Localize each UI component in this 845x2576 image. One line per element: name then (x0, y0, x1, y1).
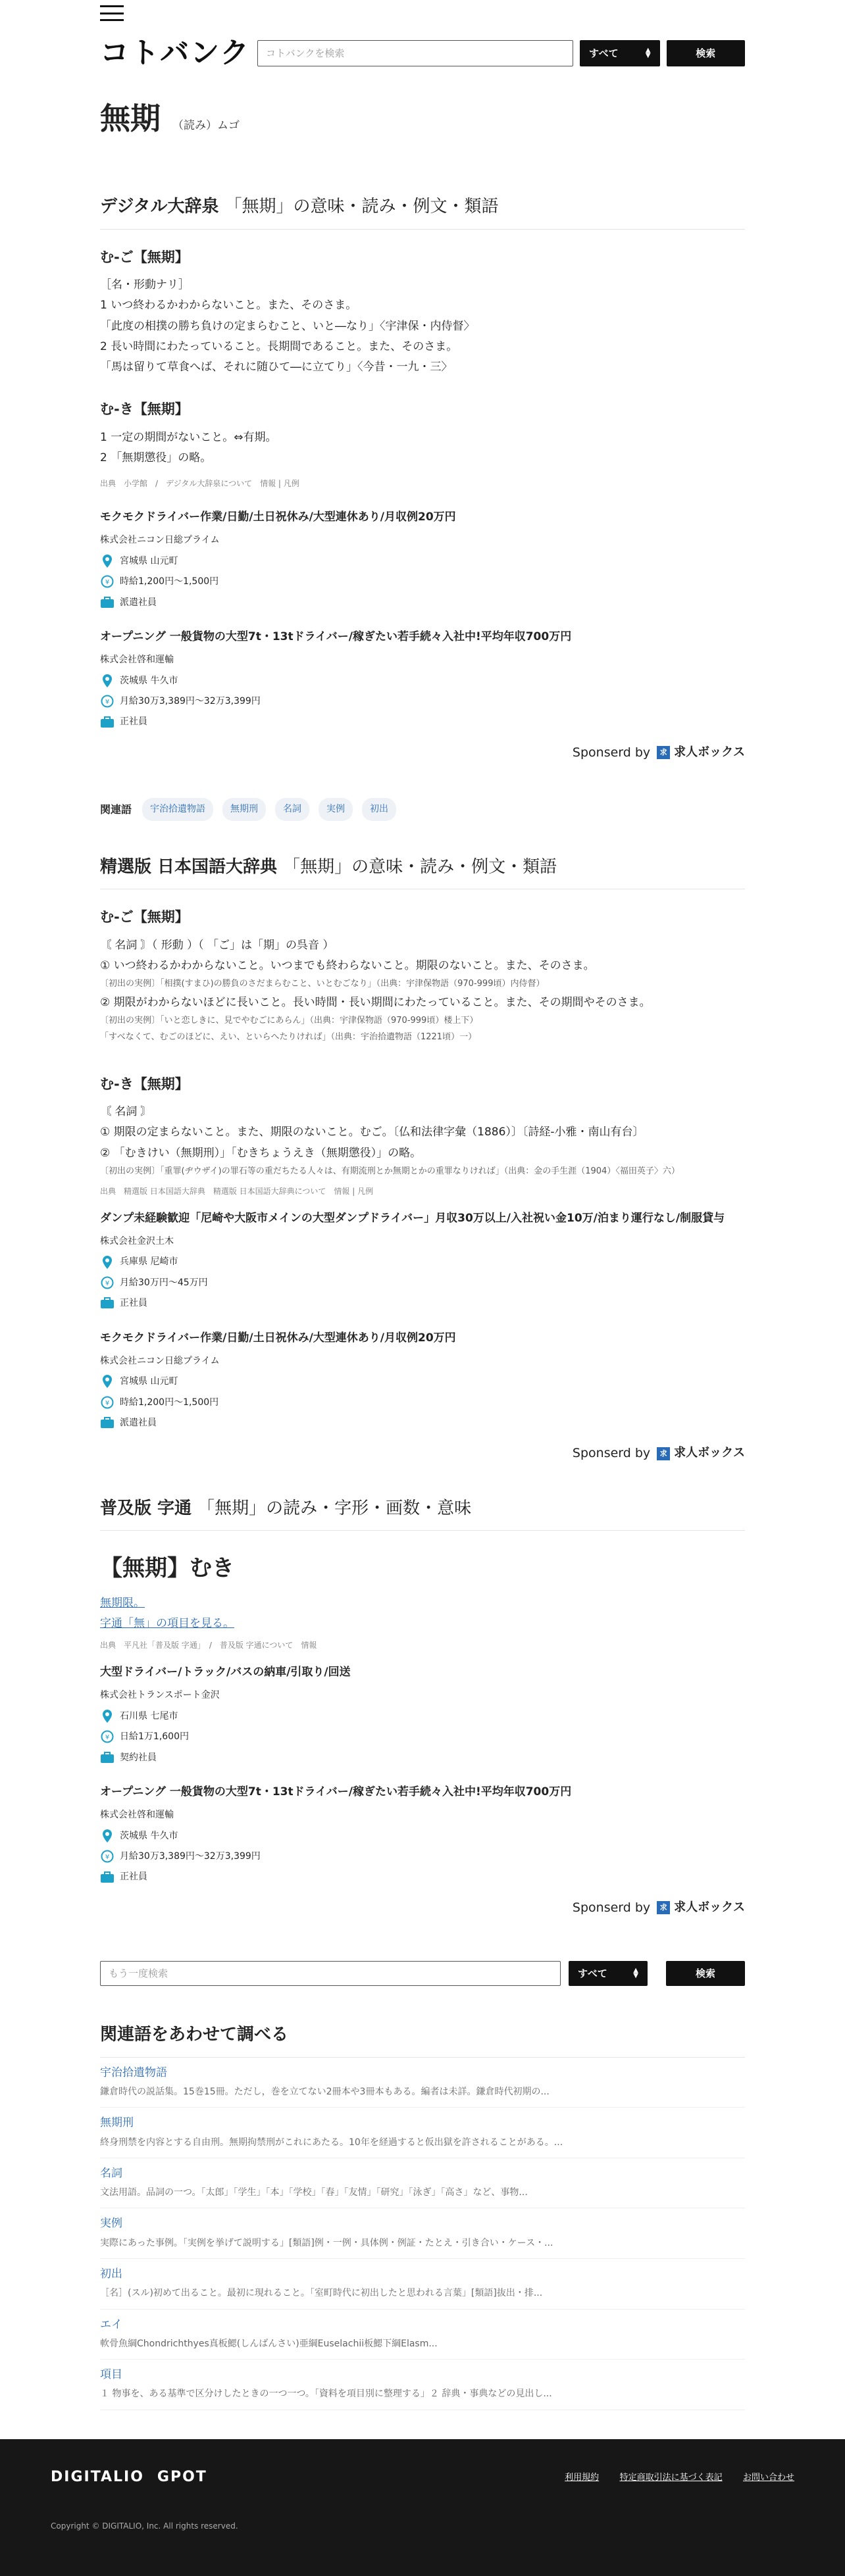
job-title[interactable]: オープニング 一般貨物の大型7t・13tドライバー/稼ぎたい若手続々入社中!平均年収700万円 (100, 1785, 572, 1799)
related-item-desc: ［名］(スル)初めて出ること。最初に現れること。「室町時代に初出したと思われる言葉」[類語]抜出・排... (100, 2288, 543, 2299)
def-line: ① 期限の定まらないこと。また、期限のないこと。むご。〔仏和法律字彙（1886）〕〔詩経‐小雅・南山有台〕 (100, 1126, 644, 1139)
job-place: 茨城県 牛久市 (120, 675, 178, 686)
related-item-desc: １ 物事を、ある基準で区分けしたときの一つ一つ。「資料を項目別に整理する」２ 辞典・事典などの見出し... (100, 2389, 552, 2400)
job-company: 株式会社ニコン日総プライム (100, 1355, 220, 1366)
svg-text:¥: ¥ (105, 1854, 110, 1862)
related-item-title[interactable]: 無期刑 (100, 2116, 134, 2130)
sponsor-brand: 求人ボックス (674, 1900, 745, 1914)
related-item-desc: 終身刑禁を内容とする自由刑。無期拘禁刑がこれにあたる。10年を経過すると仮出獄を許されることがある。... (100, 2137, 563, 2148)
yen-icon (100, 1395, 115, 1410)
def-example: 「すべなくて、むごのほどに、えい、といらへたりければ」（出典：宇治拾遺物語（1221頃）一） (100, 1031, 477, 1042)
job-place: 茨城県 牛久市 (120, 1830, 178, 1841)
job-pay: 日給1万1,600円 (120, 1731, 189, 1743)
def-link[interactable]: 無期限。 (100, 1596, 145, 1610)
word-heading: む‐き【無期】 (100, 401, 189, 418)
job-listing[interactable] (100, 1329, 745, 1431)
site-logo[interactable]: コトバンク (100, 36, 251, 70)
sponsor-label: Sponserd by (572, 745, 651, 760)
job-title[interactable]: モクモクドライバー作業/日勤/土日祝休み/大型連休あり/月収例20万円 (100, 510, 456, 524)
category-select-label: すべて (588, 47, 619, 60)
job-place: 宮城県 山元町 (120, 1376, 178, 1387)
dict-name: 精選版 日本国語大辞典 (100, 856, 278, 877)
job-type: 正社員 (120, 1298, 147, 1309)
svg-text:¥: ¥ (105, 699, 110, 706)
footer-logo-digitalio: DIGITALIO (51, 2468, 144, 2485)
briefcase-icon (100, 1870, 115, 1885)
def-line: 〘 名詞 〙 (100, 1105, 152, 1119)
related-item[interactable] (100, 2310, 745, 2360)
related-chip[interactable]: 名詞 (275, 798, 309, 820)
svg-text:¥: ¥ (105, 1279, 110, 1287)
svg-text:¥: ¥ (105, 1399, 110, 1407)
related-item-desc: 実際にあった事例。「実例を挙げて説明する」[類語]例・一例・具体例・例証・たとえ・引き合い・ケース・... (100, 2237, 553, 2248)
select-arrows-icon: ▲ ▼ (645, 47, 651, 60)
related-item-title[interactable]: 初出 (100, 2267, 122, 2281)
source-line: 出典 小学館 / デジタル大辞泉について 情報 | 凡例 (100, 479, 299, 489)
def-line: ［名・形動ナリ］ (100, 278, 190, 292)
def-line: 〘 名詞 〙（ 形動 ）（ 「ご」は「期」の呉音 ） (100, 938, 334, 952)
definition-block (100, 276, 745, 376)
menu-icon[interactable] (100, 5, 124, 21)
briefcase-icon (100, 715, 115, 730)
footer-link-terms[interactable]: 利用規約 (565, 2472, 600, 2483)
page-title: 無期 (100, 101, 161, 137)
source-line: 出典 精選版 日本国語大辞典 精選版 日本国語大辞典について 情報 | 凡例 (100, 1186, 374, 1196)
related-chip[interactable]: 無期刑 (222, 798, 266, 820)
related-heading: 関連語をあわせて調べる (100, 2021, 745, 2058)
page-reading: （読み）ムゴ (172, 119, 240, 133)
def-line: 「此度の相撲の勝ち負けの定まらむこと、いと―なり」〈宇津保・内侍督〉 (100, 319, 475, 333)
category-select[interactable] (580, 40, 660, 66)
yen-icon (100, 574, 115, 589)
related-item-desc: 文法用語。品詞の一つ。「太郎」「学生」「本」「学校」「春」「友情」「研究」「泳ぎ」「高さ」など、事物... (100, 2187, 528, 2198)
job-type: 正社員 (120, 716, 147, 728)
related-item[interactable] (100, 2058, 745, 2108)
job-listing[interactable] (100, 628, 745, 730)
related-item-title[interactable]: エイ (100, 2317, 122, 2331)
dict-sub: 「無期」の読み・字形・画数・意味 (197, 1498, 472, 1518)
dict-heading-jitsu (100, 1495, 745, 1531)
def-line: 1 一定の期間がないこと。⇔有期。 (100, 430, 277, 444)
job-listing[interactable] (100, 1664, 745, 1765)
job-place: 石川県 七尾市 (120, 1710, 178, 1721)
job-title[interactable]: モクモクドライバー作業/日勤/土日祝休み/大型連休あり/月収例20万円 (100, 1331, 456, 1345)
def-line: ② 「むきけい（無期刑）」「むきちょうえき（無期懲役）」の略。 (100, 1146, 422, 1160)
def-line: ② 期限がわからないほどに長いこと。長い時間・長い期間にわたっていること。また、その期間やそのさま。 (100, 995, 651, 1009)
location-pin-icon (100, 1709, 115, 1723)
search-again-input[interactable]: もう一度検索 (100, 1961, 561, 1986)
location-pin-icon (100, 1829, 115, 1843)
kyujinbox-logo-icon: 求 (657, 746, 670, 759)
sponsor-line[interactable] (100, 1443, 745, 1463)
footer-logo-gpot: GPOT (157, 2468, 207, 2485)
job-type: 派遣社員 (120, 597, 157, 608)
sponsor-line[interactable] (100, 743, 745, 762)
sponsor-brand: 求人ボックス (674, 1446, 745, 1460)
def-example: 〔初出の実例〕「いと恋しきに、見でやむごにあらん」（出典：宇津保物語（970‐999頃）楼上下） (100, 1016, 478, 1026)
sponsor-line[interactable] (100, 1898, 745, 1918)
dict-heading-daijisen (100, 193, 745, 230)
yen-icon (100, 1729, 115, 1744)
location-pin-icon (100, 554, 115, 568)
job-company: 株式会社トランスポート金沢 (100, 1690, 220, 1701)
related-item[interactable] (100, 2158, 745, 2209)
related-item[interactable] (100, 2360, 745, 2410)
related-chip[interactable]: 宇治拾遺物語 (142, 798, 213, 820)
related-label: 関連語 (100, 803, 132, 816)
dict-heading-nikkoku (100, 854, 745, 890)
job-title[interactable]: オープニング 一般貨物の大型7t・13tドライバー/稼ぎたい若手続々入社中!平均年収700万円 (100, 630, 572, 644)
word-heading: む‐き【無期】 (100, 1076, 189, 1092)
job-pay: 月給30万3,389円～32万3,399円 (120, 1850, 261, 1862)
copyright: Copyright © DIGITALIO, Inc. All rights reserved. (51, 2521, 238, 2531)
site-footer (0, 2439, 845, 2576)
definition-block (100, 429, 745, 467)
related-item-title[interactable]: 名詞 (100, 2166, 122, 2180)
job-pay: 月給30万3,389円～32万3,399円 (120, 695, 261, 706)
related-item[interactable] (100, 2259, 745, 2310)
definition-block (100, 1103, 745, 1178)
word-heading: む‐ご【無期】 (100, 249, 189, 265)
select-arrows-icon: ▲ ▼ (633, 1967, 638, 1980)
source-line: 出典 平凡社「普及版 字通」 / 普及版 字通について 情報 (100, 1641, 317, 1650)
def-example: 〔初出の実例〕「重罪(ヂウザイ)の罪石等の重だちたる人々は、有期流刑とか無期とかの重罪なりければ」（出典：金の手生涯（1904）〈福田英子〉六） (100, 1166, 680, 1176)
briefcase-icon (100, 1750, 115, 1765)
job-company: 株式会社金沢土木 (100, 1236, 174, 1247)
related-item-title[interactable]: 項目 (100, 2368, 122, 2382)
job-company: 株式会社啓和運輸 (100, 655, 174, 666)
related-item[interactable] (100, 2208, 745, 2259)
related-chip[interactable]: 実例 (319, 798, 353, 820)
related-item-title[interactable]: 実例 (100, 2217, 122, 2231)
sponsor-label: Sponserd by (572, 1446, 651, 1461)
job-listing[interactable] (100, 1783, 745, 1885)
related-chip[interactable]: 初出 (362, 798, 396, 820)
job-type: 派遣社員 (120, 1417, 157, 1428)
category-select-label: すべて (578, 1968, 607, 1980)
search-again-bar (100, 1961, 745, 1986)
related-item[interactable] (100, 2108, 745, 2158)
search-again-button[interactable]: 検索 (666, 1961, 745, 1986)
sponsor-label: Sponserd by (572, 1900, 651, 1915)
job-type: 正社員 (120, 1871, 147, 1883)
related-chips (100, 798, 745, 820)
briefcase-icon (100, 1296, 115, 1310)
location-pin-icon (100, 1374, 115, 1389)
def-line: 1 いつ終わるかわからないこと。また、そのさま。 (100, 299, 357, 312)
job-listing[interactable] (100, 508, 745, 610)
job-pay: 時給1,200円～1,500円 (120, 1397, 219, 1408)
dict-name: 普及版 字通 (100, 1498, 192, 1518)
yen-icon (100, 694, 115, 708)
related-item-desc: 軟骨魚綱Chondrichthyes真板鰓(しんばんさい)亜綱Euselachii板鰓下綱Elasm... (100, 2338, 438, 2349)
def-link[interactable]: 字通「無」の項目を見る。 (100, 1616, 234, 1630)
job-listing[interactable] (100, 1210, 745, 1311)
kyujinbox-logo-icon: 求 (657, 1901, 670, 1914)
definition-block (100, 1595, 745, 1633)
job-title[interactable]: 大型ドライバー/トラック/バスの納車/引取り/回送 (100, 1666, 351, 1679)
sponsor-brand: 求人ボックス (674, 745, 745, 759)
word-heading-large: 【無期】むき (100, 1555, 234, 1582)
dict-name: デジタル大辞泉 (100, 196, 219, 216)
job-title[interactable]: ダンプ未経験歓迎「尼崎や大阪市メインの大型ダンプドライバー」月収30万以上/入社祝い金10万/泊まり運行なし/制服貸与 (100, 1211, 725, 1225)
category-select[interactable] (569, 1961, 648, 1986)
svg-text:¥: ¥ (105, 579, 110, 587)
footer-link-contact[interactable]: お問い合わせ (742, 2472, 794, 2483)
related-item-desc: 鎌倉時代の説話集。15巻15冊。ただし，巻を立てない2冊本や3冊本もある。編者は未詳。鎌倉時代初期の... (100, 2086, 550, 2097)
job-type: 契約社員 (120, 1752, 157, 1763)
def-line: 「馬は留りて草食へば、それに随ひて―に立てり」〈今昔・一九・三〉 (100, 360, 453, 374)
job-place: 兵庫県 尼崎市 (120, 1256, 178, 1268)
search-button[interactable]: 検索 (667, 40, 745, 66)
briefcase-icon (100, 595, 115, 610)
job-pay: 月給30万円～45万円 (120, 1277, 208, 1288)
yen-icon (100, 1276, 115, 1290)
svg-text:¥: ¥ (105, 1734, 110, 1742)
def-line: 2 長い時間にわたっていること。長期間であること。また、そのさま。 (100, 339, 458, 353)
location-pin-icon (100, 674, 115, 688)
dict-sub: 「無期」の意味・読み・例文・類語 (283, 856, 557, 877)
kyujinbox-logo-icon: 求 (657, 1447, 670, 1460)
job-pay: 時給1,200円～1,500円 (120, 576, 219, 587)
footer-logo[interactable] (51, 2465, 220, 2489)
dict-sub: 「無期」の意味・読み・例文・類語 (224, 196, 499, 216)
job-company: 株式会社ニコン日総プライム (100, 535, 220, 546)
search-input[interactable]: コトバンクを検索 (257, 40, 573, 66)
definition-block (100, 937, 745, 1045)
def-example: 〔初出の実例〕「相撲(すまひ)の勝負のさだまらむこと、いとむごなり」（出典：宇津保物語（970‐999頃）内侍督） (100, 979, 545, 989)
briefcase-icon (100, 1416, 115, 1430)
related-item-title[interactable]: 宇治拾遺物語 (100, 2066, 167, 2079)
location-pin-icon (100, 1255, 115, 1270)
yen-icon (100, 1849, 115, 1864)
word-heading: む‐ご【無期】 (100, 909, 189, 926)
job-place: 宮城県 山元町 (120, 555, 178, 566)
job-company: 株式会社啓和運輸 (100, 1810, 174, 1821)
footer-link-legal[interactable]: 特定商取引法に基づく表記 (619, 2472, 723, 2483)
def-line: ① いつ終わるかわからないこと。いつまでも終わらないこと。期限のないこと。また、そのさま。 (100, 958, 595, 972)
def-line: 2 「無期懲役」の略。 (100, 451, 212, 464)
